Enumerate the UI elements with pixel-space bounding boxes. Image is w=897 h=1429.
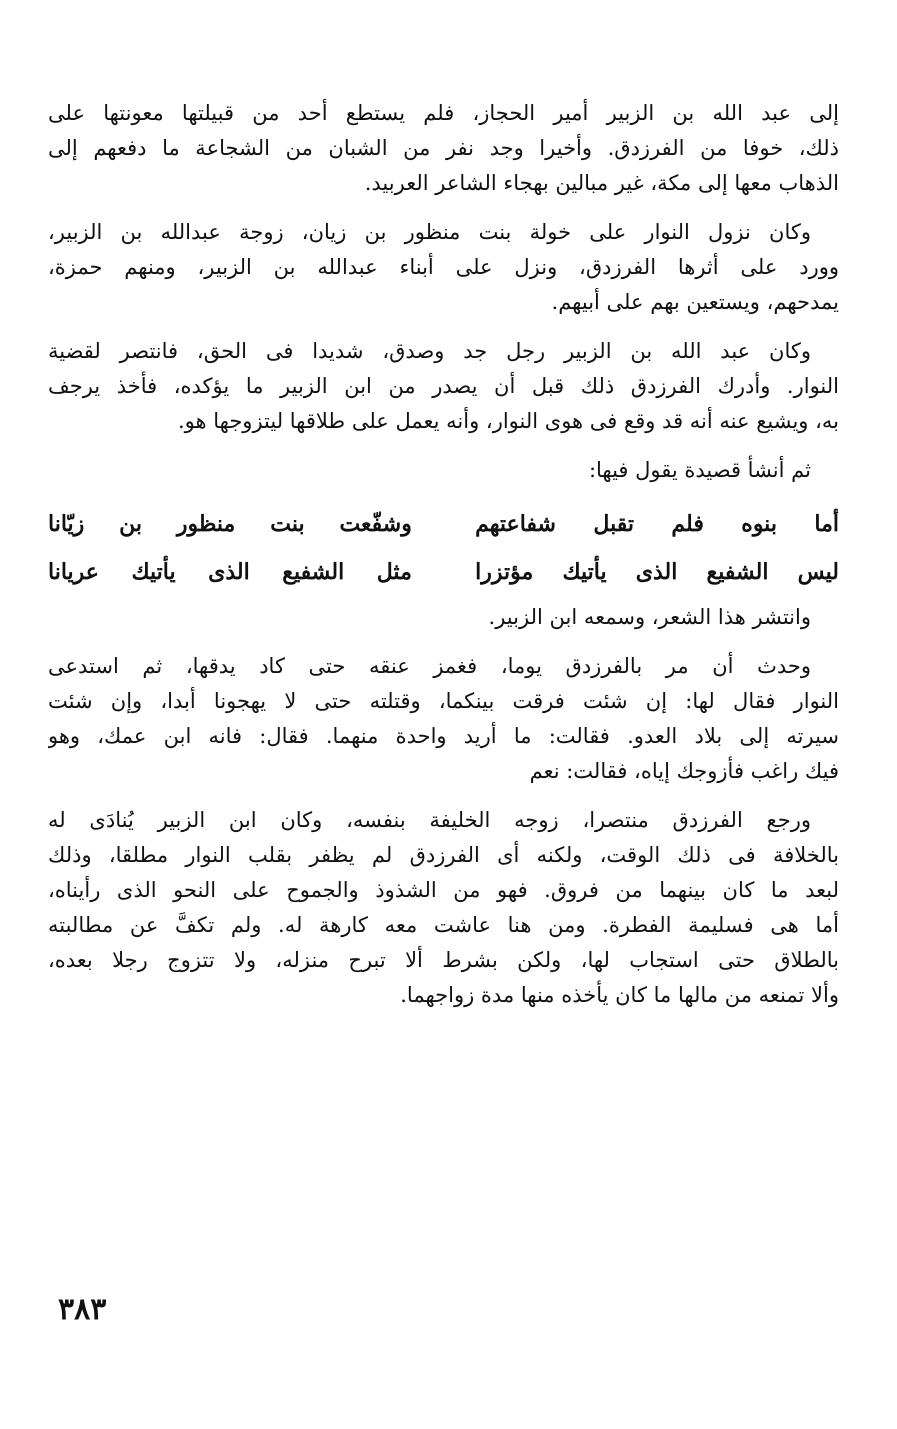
text-line: النوار. وأدرك الفرزدق ذلك قبل أن يصدر من ابن الزبير ما يؤكده، فأخذ يرجف xyxy=(48,374,839,398)
paragraph-4 xyxy=(48,453,839,488)
text-line: لبعد ما كان بينهما من فروق. فهو من الشذوذ والجموح على النحو الذى رأيناه، xyxy=(48,878,839,902)
text-line: النوار فقال لها: إن شئت فرقت بينكما، وقتلته حتى لا يهجونا أبدا، وإن شئت xyxy=(48,689,839,713)
text-line: وورد على أثرها الفرزدق، ونزل على أبناء عبدالله بن الزبير، ومنهم حمزة، xyxy=(48,255,839,279)
poem-first-hemistich: ليس الشفيع الذى يأتيك مؤتزرا xyxy=(475,559,839,585)
paragraph-3 xyxy=(48,334,839,439)
poem-second-hemistich: وشفّعت بنت منظور بن زيّانا xyxy=(48,511,412,537)
paragraph-6 xyxy=(48,649,839,789)
text-line: بالخلافة فى ذلك الوقت، ولكنه أى الفرزدق لم يظفر بقلب النوار مطلقا، وذلك xyxy=(48,843,839,867)
poem-first-hemistich: أما بنوه فلم تقبل شفاعتهم xyxy=(475,511,839,537)
text-line: به، ويشيع عنه أنه قد وقع فى هوى النوار، وأنه يعمل على طلاقها ليتزوجها هو. xyxy=(177,409,839,433)
paragraph-7 xyxy=(48,803,839,1013)
text-line: يمدحهم، ويستعين بهم على أبيهم. xyxy=(551,290,839,314)
text-line: وكان عبد الله بن الزبير رجل جد وصدق، شديدا فى الحق، فانتصر لقضية xyxy=(48,339,811,363)
text-line: بالطلاق حتى استجاب لها، ولكن بشرط ألا تبرح منزله، ولا تتزوج رجلا بعده، xyxy=(48,948,839,972)
text-line: وانتشر هذا الشعر، وسمعه ابن الزبير. xyxy=(488,605,811,629)
paragraph-1 xyxy=(48,96,839,201)
text-line: أما هى فسليمة الفطرة. ومن هنا عاشت معه كارهة له. ولم تكفَّ عن مطالبته xyxy=(48,913,839,937)
poem-verse xyxy=(48,500,839,548)
text-line: إلى عبد الله بن الزبير أمير الحجاز، فلم يستطع أحد من قبيلتها معونتها على xyxy=(48,101,839,125)
paragraph-5 xyxy=(48,600,839,635)
text-line: سيرته إلى بلاد العدو. فقالت: ما أريد واحدة منهما. فقال: فانه ابن عمك، وهو xyxy=(48,724,839,748)
poem-verse xyxy=(48,548,839,596)
poem xyxy=(48,500,839,596)
text-line: ورجع الفرزدق منتصرا، زوجه الخليفة بنفسه، وكان ابن الزبير يُنادَى له xyxy=(48,808,811,832)
text-line: وألا تمنعه من مالها ما كان يأخذه منها مدة زواجهما. xyxy=(400,983,839,1007)
page-number: ٣٨٣ xyxy=(58,1292,107,1327)
text-line: ثم أنشأ قصيدة يقول فيها: xyxy=(588,458,811,482)
poem-second-hemistich: مثل الشفيع الذى يأتيك عريانا xyxy=(48,559,412,585)
paragraph-2 xyxy=(48,215,839,320)
text-line: وكان نزول النوار على خولة بنت منظور بن زيان، زوجة عبدالله بن الزبير، xyxy=(48,220,811,244)
text-line: وحدث أن مر بالفرزدق يوما، فغمز عنقه حتى كاد يدقها، ثم استدعى xyxy=(48,654,811,678)
text-line: فيك راغب فأزوجك إياه، فقالت: نعم xyxy=(529,759,839,783)
text-line: ذلك، خوفا من الفرزدق. وأخيرا وجد نفر من الشبان من الشجاعة ما دفعهم إلى xyxy=(48,136,839,160)
text-line: الذهاب معها إلى مكة، غير مبالين بهجاء الشاعر العربيد. xyxy=(364,171,839,195)
